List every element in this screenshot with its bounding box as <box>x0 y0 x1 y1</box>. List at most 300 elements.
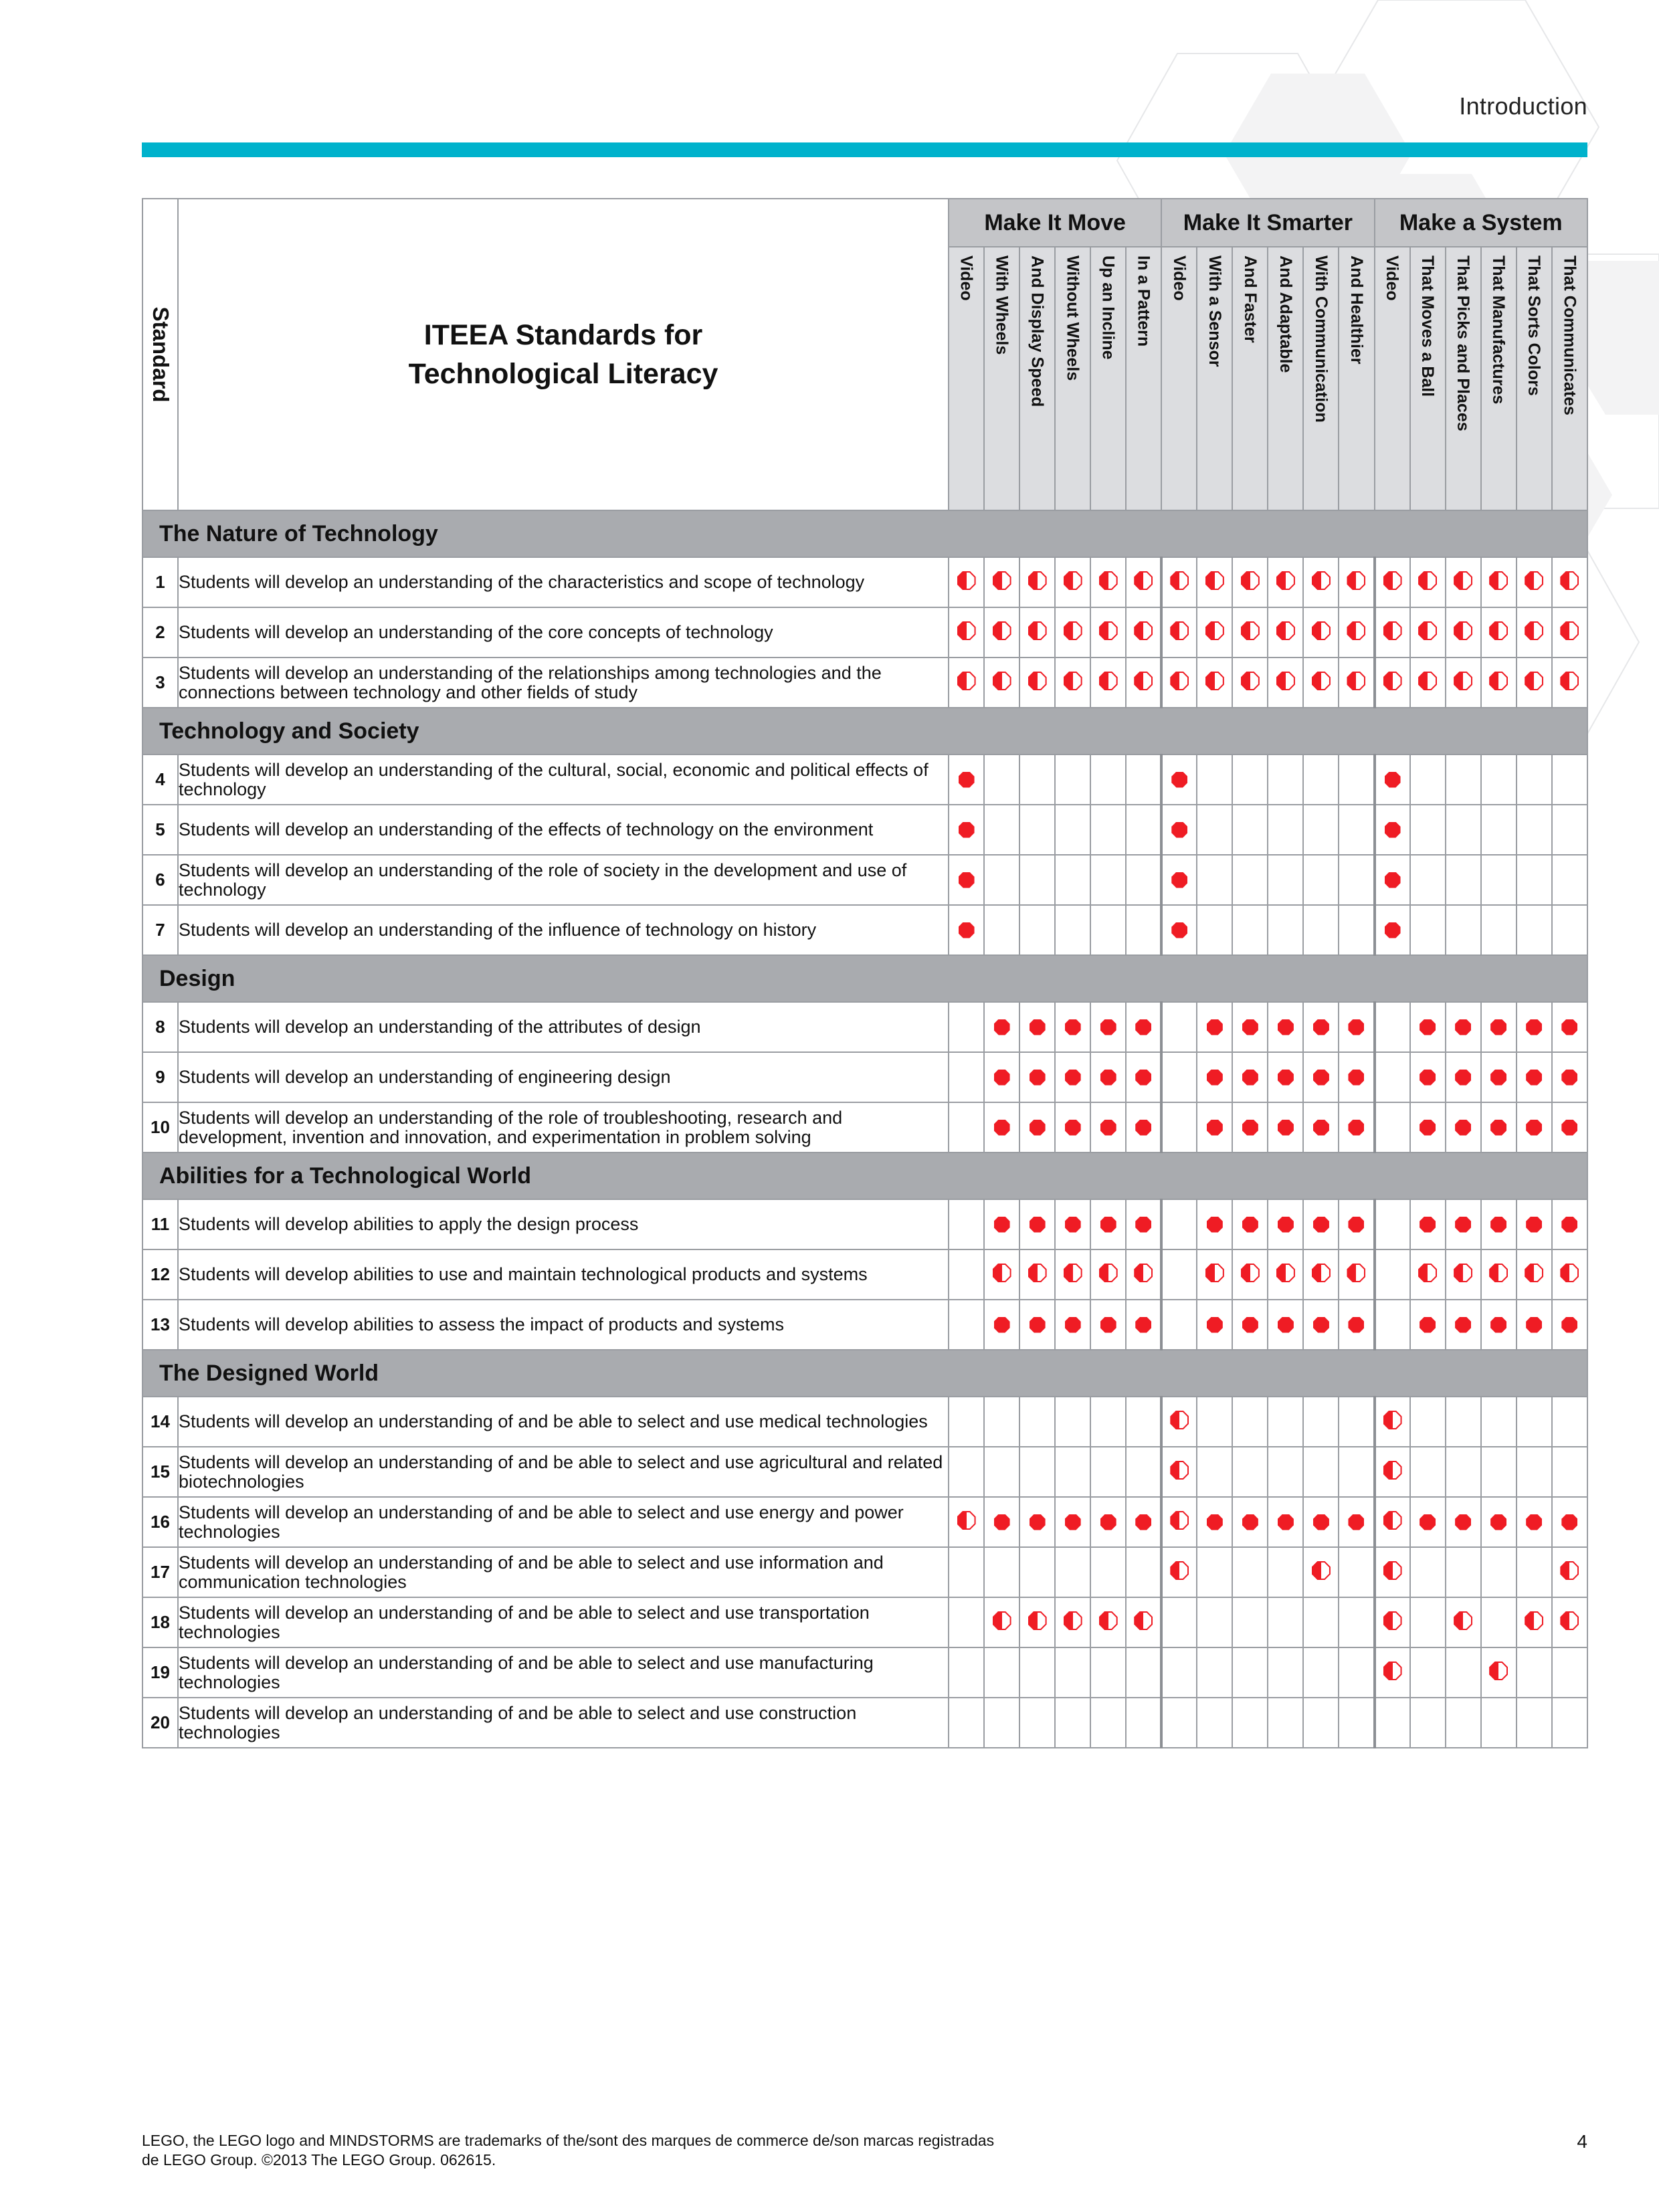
alignment-cell <box>1446 557 1481 607</box>
footer-line-1: LEGO, the LEGO logo and MINDSTORMS are trademarks of the/sont des marques de commerce de/son marcas registradas <box>142 2132 995 2149</box>
alignment-cell <box>1481 755 1517 805</box>
partial-alignment-icon <box>1028 1264 1047 1282</box>
full-alignment-icon <box>1455 1019 1471 1035</box>
alignment-cell <box>1446 1002 1481 1052</box>
alignment-cell <box>1303 905 1339 955</box>
full-alignment-icon <box>1135 1070 1151 1086</box>
alignment-cell <box>1232 855 1268 905</box>
section-title: The Designed World <box>142 1350 1587 1397</box>
alignment-cell <box>1232 1052 1268 1102</box>
standard-number: 10 <box>142 1102 178 1152</box>
alignment-cell <box>1232 1647 1268 1698</box>
alignment-cell <box>1268 557 1303 607</box>
full-alignment-icon <box>994 1019 1010 1035</box>
alignment-cell <box>1055 1249 1090 1300</box>
full-alignment-icon <box>1278 1120 1294 1136</box>
full-alignment-icon <box>1561 1514 1577 1530</box>
partial-alignment-icon <box>1489 571 1508 590</box>
partial-alignment-icon <box>1418 571 1437 590</box>
partial-alignment-fill <box>1420 623 1436 639</box>
alignment-cell <box>1303 1547 1339 1597</box>
alignment-cell <box>1126 1052 1161 1102</box>
alignment-cell <box>1126 755 1161 805</box>
standard-description: Students will develop an understanding of and be able to select and use construction technologies <box>178 1698 949 1748</box>
alignment-cell <box>1055 905 1090 955</box>
table-row <box>142 1597 1587 1647</box>
partial-alignment-icon <box>1383 571 1402 590</box>
partial-alignment-icon <box>1347 621 1365 640</box>
partial-alignment-fill <box>1561 623 1577 639</box>
partial-alignment-icon <box>993 571 1011 590</box>
partial-alignment-icon <box>1383 1511 1402 1530</box>
alignment-cell <box>1339 1698 1374 1748</box>
partial-alignment-fill <box>1420 1265 1436 1281</box>
alignment-cell <box>1019 905 1055 955</box>
partial-alignment-icon <box>1064 1611 1082 1630</box>
alignment-cell <box>1019 1497 1055 1547</box>
section-header-title: Introduction <box>1459 92 1587 120</box>
table-row <box>142 607 1587 658</box>
partial-alignment-fill <box>1561 1265 1577 1281</box>
standard-column-header <box>142 199 178 510</box>
alignment-cell <box>1517 1199 1552 1249</box>
alignment-cell <box>1339 1300 1374 1350</box>
alignment-cell <box>1339 1249 1374 1300</box>
alignment-cell <box>1055 1447 1090 1497</box>
alignment-cell <box>1055 1698 1090 1748</box>
alignment-cell <box>1161 1052 1197 1102</box>
alignment-cell <box>1055 1397 1090 1447</box>
alignment-cell <box>1410 557 1446 607</box>
alignment-cell <box>1375 1497 1410 1547</box>
alignment-cell <box>1090 557 1126 607</box>
partial-alignment-fill <box>1526 673 1542 689</box>
alignment-cell <box>1161 755 1197 805</box>
activity-label: And Healthier <box>1347 256 1366 365</box>
full-alignment-icon <box>1135 1019 1151 1035</box>
full-alignment-icon <box>1171 822 1187 838</box>
full-alignment-icon <box>1065 1514 1081 1530</box>
alignment-cell <box>1552 805 1587 855</box>
alignment-cell <box>1303 607 1339 658</box>
full-alignment-icon <box>1100 1217 1116 1233</box>
alignment-cell <box>1197 1447 1232 1497</box>
alignment-cell <box>1090 1002 1126 1052</box>
standard-number: 16 <box>142 1497 178 1547</box>
section-header-row <box>142 1152 1587 1199</box>
partial-alignment-icon <box>1560 1264 1579 1282</box>
alignment-cell <box>1517 1052 1552 1102</box>
table-row <box>142 905 1587 955</box>
alignment-cell <box>1339 557 1374 607</box>
partial-alignment-fill <box>994 1613 1010 1629</box>
activity-header <box>1126 247 1161 510</box>
full-alignment-icon <box>1455 1070 1471 1086</box>
partial-alignment-fill <box>1278 623 1294 639</box>
alignment-cell <box>1517 1300 1552 1350</box>
alignment-cell <box>1090 755 1126 805</box>
alignment-cell <box>1552 1199 1587 1249</box>
partial-alignment-icon <box>1134 1264 1153 1282</box>
partial-alignment-fill <box>1385 623 1401 639</box>
alignment-cell <box>1446 1597 1481 1647</box>
alignment-cell <box>1055 1002 1090 1052</box>
full-alignment-icon <box>1348 1120 1364 1136</box>
partial-alignment-fill <box>1135 673 1151 689</box>
partial-alignment-fill <box>1030 1265 1046 1281</box>
alignment-cell <box>984 1300 1019 1350</box>
alignment-cell <box>1410 1497 1446 1547</box>
full-alignment-icon <box>1561 1070 1577 1086</box>
partial-alignment-icon <box>1064 672 1082 690</box>
alignment-cell <box>1161 1447 1197 1497</box>
alignment-cell <box>1232 1497 1268 1547</box>
alignment-cell <box>1268 607 1303 658</box>
partial-alignment-fill <box>1278 573 1294 589</box>
alignment-cell <box>1055 755 1090 805</box>
alignment-cell <box>1446 1052 1481 1102</box>
activity-header <box>984 247 1019 510</box>
partial-alignment-fill <box>1313 673 1329 689</box>
activity-label: Video <box>957 256 976 301</box>
alignment-cell <box>984 1249 1019 1300</box>
alignment-cell <box>949 557 984 607</box>
group-header-make-a-system: Make a System <box>1375 199 1587 247</box>
alignment-cell <box>1268 1547 1303 1597</box>
full-alignment-icon <box>1455 1217 1471 1233</box>
activity-label: Video <box>1383 256 1402 301</box>
alignment-cell <box>949 755 984 805</box>
full-alignment-icon <box>1030 1070 1046 1086</box>
standard-number: 1 <box>142 557 178 607</box>
partial-alignment-icon <box>1170 571 1189 590</box>
table-row <box>142 755 1587 805</box>
partial-alignment-icon <box>1099 621 1118 640</box>
alignment-cell <box>1339 1199 1374 1249</box>
activity-label: And Adaptable <box>1276 256 1295 373</box>
full-alignment-icon <box>1242 1514 1258 1530</box>
alignment-cell <box>1197 905 1232 955</box>
partial-alignment-icon <box>1099 1611 1118 1630</box>
partial-alignment-icon <box>1170 672 1189 690</box>
activity-header <box>1410 247 1446 510</box>
alignment-cell <box>1232 1002 1268 1052</box>
alignment-cell <box>1517 1397 1552 1447</box>
alignment-cell <box>1446 1102 1481 1152</box>
alignment-cell <box>1552 1698 1587 1748</box>
alignment-cell <box>1375 1300 1410 1350</box>
alignment-cell <box>1161 1698 1197 1748</box>
full-alignment-icon <box>1526 1019 1542 1035</box>
alignment-cell <box>984 1497 1019 1547</box>
alignment-cell <box>1446 805 1481 855</box>
alignment-cell <box>1019 1102 1055 1152</box>
alignment-cell <box>1232 1447 1268 1497</box>
partial-alignment-fill <box>1348 1265 1364 1281</box>
alignment-cell <box>1446 1300 1481 1350</box>
standard-number: 6 <box>142 855 178 905</box>
alignment-cell <box>1303 658 1339 708</box>
alignment-cell <box>1268 805 1303 855</box>
full-alignment-icon <box>1135 1514 1151 1530</box>
group-header-make-it-smarter: Make It Smarter <box>1161 199 1374 247</box>
alignment-cell <box>1197 855 1232 905</box>
alignment-cell <box>1410 1300 1446 1350</box>
activity-header <box>1232 247 1268 510</box>
alignment-cell <box>1517 1547 1552 1597</box>
alignment-cell <box>1410 1052 1446 1102</box>
standard-description: Students will develop an understanding of the influence of technology on history <box>178 905 949 955</box>
alignment-cell <box>1055 1199 1090 1249</box>
alignment-cell <box>1055 1102 1090 1152</box>
alignment-cell <box>1375 1547 1410 1597</box>
standard-number: 12 <box>142 1249 178 1300</box>
full-alignment-icon <box>1100 1514 1116 1530</box>
alignment-cell <box>1339 905 1374 955</box>
alignment-cell <box>949 1002 984 1052</box>
table-row <box>142 1698 1587 1748</box>
full-alignment-icon <box>1385 822 1401 838</box>
alignment-cell <box>1517 1002 1552 1052</box>
partial-alignment-fill <box>1171 1563 1187 1579</box>
partial-alignment-fill <box>959 623 975 639</box>
alignment-cell <box>1161 607 1197 658</box>
alignment-cell <box>1481 1547 1517 1597</box>
alignment-cell <box>1126 1102 1161 1152</box>
alignment-cell <box>1303 1249 1339 1300</box>
full-alignment-icon <box>1526 1317 1542 1333</box>
alignment-cell <box>1481 1199 1517 1249</box>
alignment-cell <box>1126 1002 1161 1052</box>
alignment-cell <box>1517 658 1552 708</box>
activity-header <box>1268 247 1303 510</box>
alignment-cell <box>1161 658 1197 708</box>
partial-alignment-icon <box>993 1264 1011 1282</box>
alignment-cell <box>1339 1597 1374 1647</box>
alignment-cell <box>1552 1052 1587 1102</box>
alignment-cell <box>1268 1102 1303 1152</box>
alignment-cell <box>949 1199 984 1249</box>
alignment-cell <box>1161 1647 1197 1698</box>
alignment-cell <box>1055 855 1090 905</box>
activity-header <box>1339 247 1374 510</box>
alignment-cell <box>1375 805 1410 855</box>
partial-alignment-fill <box>994 673 1010 689</box>
alignment-cell <box>1161 1397 1197 1447</box>
partial-alignment-fill <box>1030 623 1046 639</box>
partial-alignment-icon <box>1383 1561 1402 1580</box>
section-title: Technology and Society <box>142 708 1587 755</box>
alignment-cell <box>1375 1002 1410 1052</box>
table-title-line2: Technological Literacy <box>408 358 718 390</box>
section-header-row <box>142 955 1587 1002</box>
alignment-cell <box>1126 658 1161 708</box>
alignment-cell <box>1161 1249 1197 1300</box>
alignment-cell <box>984 855 1019 905</box>
alignment-cell <box>1268 658 1303 708</box>
partial-alignment-icon <box>1347 1264 1365 1282</box>
alignment-cell <box>984 755 1019 805</box>
alignment-cell <box>1019 1002 1055 1052</box>
full-alignment-icon <box>1278 1217 1294 1233</box>
full-alignment-icon <box>1455 1120 1471 1136</box>
full-alignment-icon <box>1313 1070 1329 1086</box>
alignment-cell <box>1197 805 1232 855</box>
alignment-cell <box>1090 1300 1126 1350</box>
partial-alignment-fill <box>994 573 1010 589</box>
partial-alignment-icon <box>957 571 976 590</box>
partial-alignment-fill <box>1490 673 1506 689</box>
alignment-cell <box>1339 1052 1374 1102</box>
alignment-cell <box>1552 1249 1587 1300</box>
alignment-cell <box>1339 1547 1374 1597</box>
alignment-cell <box>1303 1497 1339 1547</box>
section-header-row <box>142 510 1587 557</box>
activity-header <box>1090 247 1126 510</box>
alignment-cell <box>1197 1698 1232 1748</box>
alignment-cell <box>1339 1647 1374 1698</box>
table-row <box>142 1002 1587 1052</box>
full-alignment-icon <box>1135 1120 1151 1136</box>
alignment-cell <box>1517 557 1552 607</box>
alignment-cell <box>1126 1497 1161 1547</box>
partial-alignment-fill <box>1455 623 1471 639</box>
alignment-cell <box>1232 905 1268 955</box>
partial-alignment-icon <box>1418 621 1437 640</box>
partial-alignment-fill <box>1030 673 1046 689</box>
alignment-cell <box>949 1249 984 1300</box>
alignment-cell <box>1339 1497 1374 1547</box>
full-alignment-icon <box>1242 1019 1258 1035</box>
alignment-cell <box>1161 855 1197 905</box>
alignment-cell <box>1019 1647 1055 1698</box>
full-alignment-icon <box>1561 1217 1577 1233</box>
alignment-cell <box>1481 1698 1517 1748</box>
alignment-cell <box>1055 1647 1090 1698</box>
alignment-cell <box>1410 1249 1446 1300</box>
partial-alignment-icon <box>1418 672 1437 690</box>
alignment-cell <box>1552 1397 1587 1447</box>
alignment-cell <box>1410 1698 1446 1748</box>
partial-alignment-fill <box>959 673 975 689</box>
full-alignment-icon <box>1207 1070 1223 1086</box>
activity-label: That Picks and Places <box>1454 256 1473 431</box>
alignment-cell <box>1197 557 1232 607</box>
full-alignment-icon <box>1420 1120 1436 1136</box>
alignment-cell <box>1126 905 1161 955</box>
full-alignment-icon <box>1030 1217 1046 1233</box>
partial-alignment-fill <box>1135 1613 1151 1629</box>
alignment-cell <box>1268 1397 1303 1447</box>
partial-alignment-icon <box>957 1511 976 1530</box>
alignment-cell <box>1517 1249 1552 1300</box>
full-alignment-icon <box>1313 1120 1329 1136</box>
alignment-cell <box>1090 905 1126 955</box>
partial-alignment-fill <box>1561 1613 1577 1629</box>
partial-alignment-fill <box>1561 1563 1577 1579</box>
alignment-cell <box>1126 1547 1161 1597</box>
partial-alignment-fill <box>1526 1613 1542 1629</box>
alignment-cell <box>1481 1249 1517 1300</box>
alignment-cell <box>1268 855 1303 905</box>
partial-alignment-fill <box>1455 573 1471 589</box>
standards-table <box>142 198 1588 1748</box>
partial-alignment-fill <box>1065 1265 1081 1281</box>
table-row <box>142 805 1587 855</box>
partial-alignment-fill <box>1065 573 1081 589</box>
full-alignment-icon <box>1348 1317 1364 1333</box>
alignment-cell <box>1161 1002 1197 1052</box>
partial-alignment-icon <box>1560 571 1579 590</box>
alignment-cell <box>984 658 1019 708</box>
alignment-cell <box>949 1397 984 1447</box>
alignment-cell <box>1481 1300 1517 1350</box>
alignment-cell <box>1019 1052 1055 1102</box>
standard-number: 8 <box>142 1002 178 1052</box>
partial-alignment-fill <box>1100 623 1116 639</box>
alignment-cell <box>1232 755 1268 805</box>
partial-alignment-icon <box>1134 571 1153 590</box>
alignment-cell <box>1481 607 1517 658</box>
partial-alignment-fill <box>1455 1613 1471 1629</box>
partial-alignment-icon <box>1560 1611 1579 1630</box>
alignment-cell <box>1197 1199 1232 1249</box>
partial-alignment-icon <box>1028 571 1047 590</box>
partial-alignment-fill <box>1171 573 1187 589</box>
activity-label: That Moves a Ball <box>1418 256 1438 397</box>
full-alignment-icon <box>994 1120 1010 1136</box>
alignment-cell <box>1552 1597 1587 1647</box>
alignment-cell <box>1019 1397 1055 1447</box>
standard-number: 18 <box>142 1597 178 1647</box>
full-alignment-icon <box>1455 1514 1471 1530</box>
full-alignment-icon <box>1065 1120 1081 1136</box>
partial-alignment-icon <box>1276 571 1295 590</box>
partial-alignment-icon <box>1028 621 1047 640</box>
alignment-cell <box>1375 755 1410 805</box>
alignment-cell <box>1090 1199 1126 1249</box>
partial-alignment-icon <box>1134 672 1153 690</box>
alignment-cell <box>1552 1497 1587 1547</box>
activity-header <box>1055 247 1090 510</box>
alignment-cell <box>1481 1397 1517 1447</box>
alignment-cell <box>1552 1300 1587 1350</box>
alignment-cell <box>1126 805 1161 855</box>
alignment-cell <box>1126 1447 1161 1497</box>
full-alignment-icon <box>1313 1514 1329 1530</box>
full-alignment-icon <box>1207 1514 1223 1530</box>
alignment-cell <box>984 607 1019 658</box>
alignment-cell <box>1019 1597 1055 1647</box>
alignment-cell <box>984 1698 1019 1748</box>
alignment-cell <box>1375 1397 1410 1447</box>
alignment-cell <box>1232 1547 1268 1597</box>
alignment-cell <box>1410 1397 1446 1447</box>
alignment-cell <box>1375 1052 1410 1102</box>
standard-description: Students will develop an understanding of and be able to select and use transportation technologies <box>178 1597 949 1647</box>
alignment-cell <box>1197 755 1232 805</box>
alignment-cell <box>1268 905 1303 955</box>
alignment-cell <box>1410 905 1446 955</box>
alignment-cell <box>1019 1249 1055 1300</box>
alignment-cell <box>984 1547 1019 1597</box>
alignment-cell <box>984 805 1019 855</box>
activity-label: Up an Incline <box>1098 256 1118 360</box>
alignment-cell <box>1446 607 1481 658</box>
alignment-cell <box>1552 905 1587 955</box>
partial-alignment-fill <box>1385 1412 1401 1428</box>
activity-header <box>1019 247 1055 510</box>
